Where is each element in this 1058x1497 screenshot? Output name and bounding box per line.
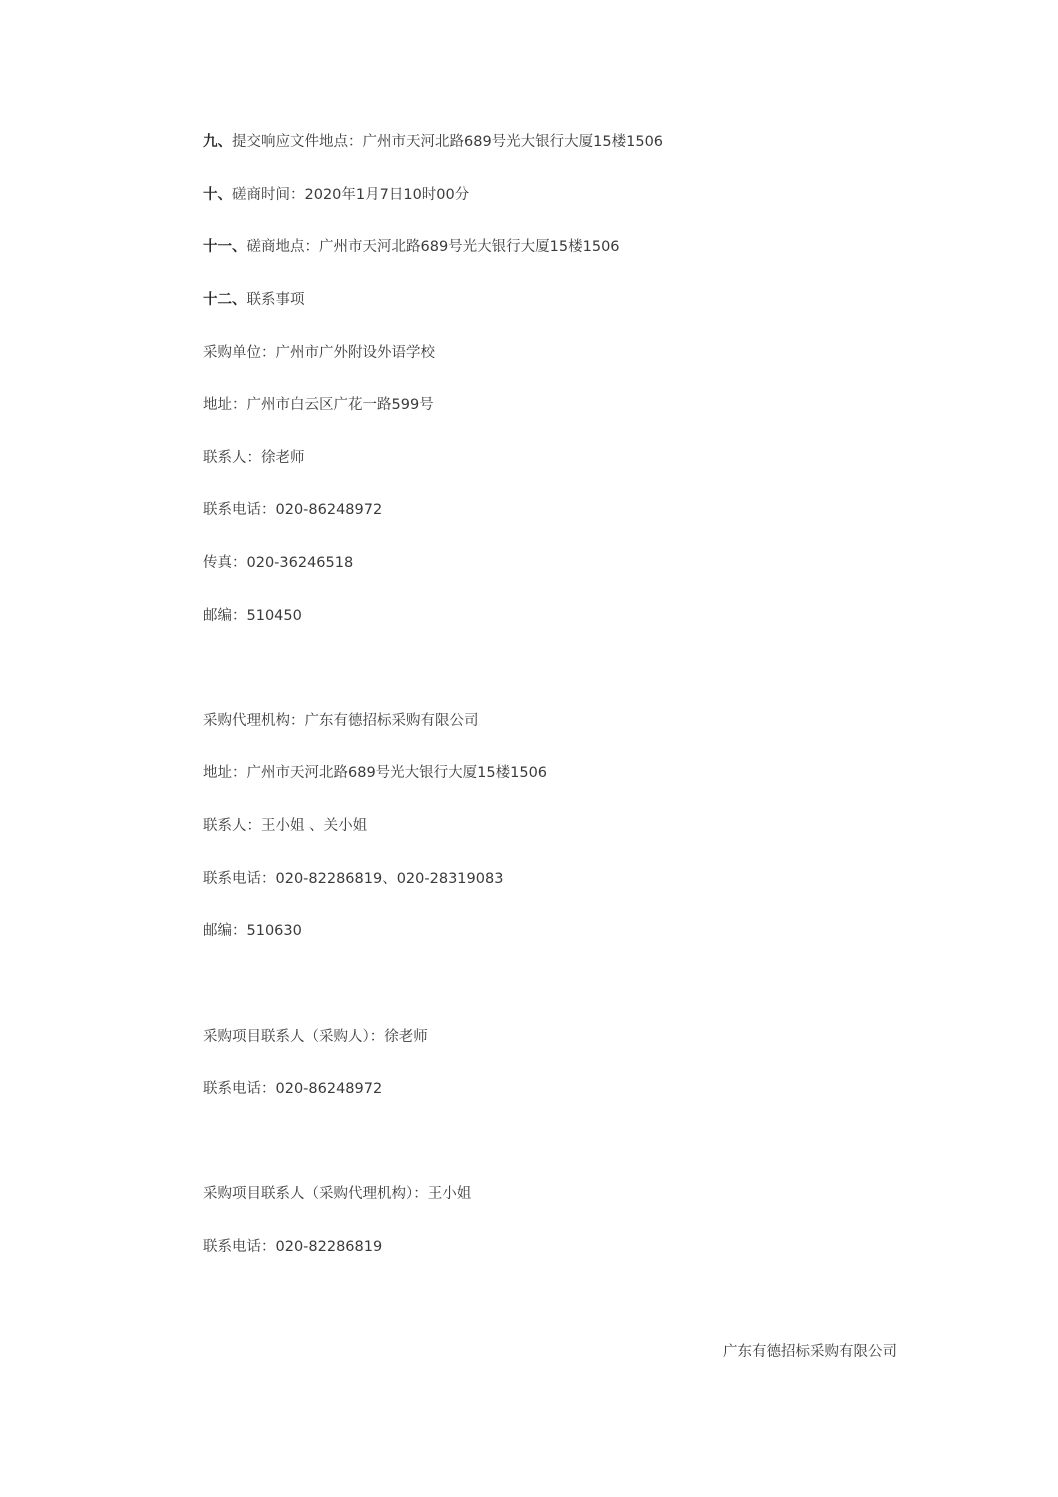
section-text: 磋商地点：广州市天河北路689号光大银行大厦15楼1506 <box>246 239 620 255</box>
section-text: 联系事项 <box>246 292 305 308</box>
section-text: 提交响应文件地点：广州市天河北路689号光大银行大厦15楼1506 <box>232 134 664 150</box>
agency-postcode: 邮编：510630 <box>203 923 302 939</box>
purchaser-contact: 联系人：徐老师 <box>203 450 305 466</box>
agency-contact: 联系人：王小姐 、关小姐 <box>203 818 368 834</box>
section-number: 十、 <box>203 187 232 203</box>
project-contact-purchaser: 采购项目联系人（采购人）：徐老师 <box>203 1029 428 1045</box>
project-contact-agency-phone: 联系电话：020-82286819 <box>203 1239 383 1255</box>
section-12 <box>203 290 305 310</box>
section-number: 十一、 <box>203 239 247 255</box>
section-11 <box>203 237 620 257</box>
agency-name: 采购代理机构：广东有德招标采购有限公司 <box>203 713 479 729</box>
agency-phone: 联系电话：020-82286819、020-28319083 <box>203 871 504 887</box>
purchaser-phone: 联系电话：020-86248972 <box>203 502 383 518</box>
purchaser-fax: 传真：020-36246518 <box>203 555 354 571</box>
section-text: 磋商时间：2020年1月7日10时00分 <box>232 187 470 203</box>
purchaser-postcode: 邮编：510450 <box>203 608 302 624</box>
project-contact-purchaser-phone: 联系电话：020-86248972 <box>203 1081 383 1097</box>
section-9 <box>203 132 663 152</box>
signature-company: 广东有德招标采购有限公司 <box>723 1344 897 1360</box>
purchaser-unit: 采购单位：广州市广外附设外语学校 <box>203 345 435 361</box>
section-10 <box>203 185 469 205</box>
agency-address: 地址：广州市天河北路689号光大银行大厦15楼1506 <box>203 765 548 781</box>
section-number: 九、 <box>203 134 232 150</box>
project-contact-agency: 采购项目联系人（采购代理机构）：王小姐 <box>203 1186 472 1202</box>
purchaser-address: 地址：广州市白云区广花一路599号 <box>203 397 434 413</box>
section-number: 十二、 <box>203 292 247 308</box>
